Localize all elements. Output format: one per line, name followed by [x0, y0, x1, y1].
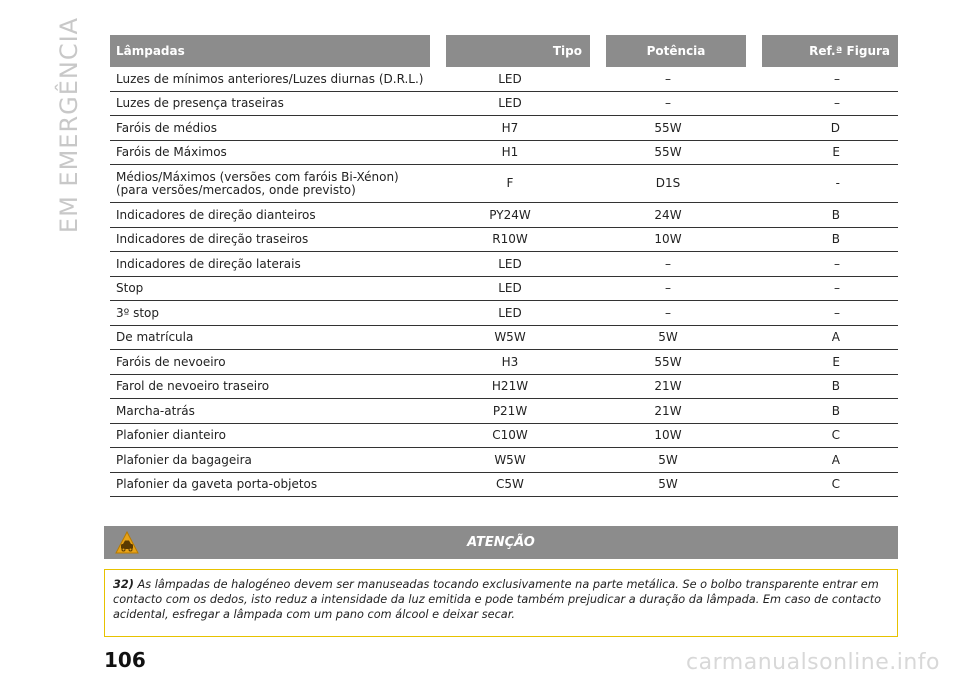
cell-ref: E: [746, 141, 898, 166]
cell-lampada: Médios/Máximos (versões com faróis Bi-Xénon) (para versões/mercados, onde previsto): [110, 165, 430, 203]
table-row: [110, 473, 898, 498]
warning-note: [104, 569, 898, 637]
table-row: [110, 448, 898, 473]
cell-tipo: LED: [430, 277, 590, 302]
cell-tipo: F: [430, 165, 590, 203]
cell-lampada: Marcha-atrás: [110, 399, 430, 424]
cell-lampada: Faróis de Máximos: [110, 141, 430, 166]
cell-potencia: 21W: [590, 375, 746, 400]
cell-ref: E: [746, 350, 898, 375]
cell-potencia: 5W: [590, 473, 746, 498]
bulbs-table: [110, 35, 898, 497]
table-row: [110, 165, 898, 203]
table-row: [110, 350, 898, 375]
warning-header: [104, 526, 898, 559]
cell-tipo: C10W: [430, 424, 590, 449]
cell-ref: -: [746, 165, 898, 203]
cell-potencia: 21W: [590, 399, 746, 424]
cell-tipo: H7: [430, 116, 590, 141]
cell-lampada: Indicadores de direção traseiros: [110, 228, 430, 253]
cell-tipo: H3: [430, 350, 590, 375]
table-body: [110, 67, 898, 497]
cell-potencia: D1S: [590, 165, 746, 203]
cell-ref: D: [746, 116, 898, 141]
header-potencia: Potência: [590, 35, 746, 67]
cell-lampada: Faróis de nevoeiro: [110, 350, 430, 375]
cell-potencia: 55W: [590, 350, 746, 375]
cell-lampada: Luzes de presença traseiras: [110, 92, 430, 117]
cell-tipo: P21W: [430, 399, 590, 424]
cell-tipo: W5W: [430, 448, 590, 473]
table-header: [110, 35, 898, 67]
warning-ref: 32): [113, 578, 134, 591]
cell-tipo: PY24W: [430, 203, 590, 228]
table-row: [110, 326, 898, 351]
cell-lampada: Plafonier da gaveta porta-objetos: [110, 473, 430, 498]
cell-potencia: 5W: [590, 326, 746, 351]
cell-ref: –: [746, 252, 898, 277]
warning-title: ATENÇÃO: [467, 535, 535, 550]
cell-ref: B: [746, 399, 898, 424]
table-row: [110, 252, 898, 277]
cell-potencia: 10W: [590, 228, 746, 253]
cell-potencia: 5W: [590, 448, 746, 473]
cell-potencia: 55W: [590, 116, 746, 141]
cell-ref: –: [746, 277, 898, 302]
cell-ref: –: [746, 67, 898, 92]
table-row: [110, 375, 898, 400]
cell-tipo: W5W: [430, 326, 590, 351]
warning-text: As lâmpadas de halogéneo devem ser manuseadas tocando exclusivamente na parte metálica. Se o bolbo transparente entrar em contacto com os dedos, isto reduz a intensidade da luz emitida e pode também prejudicar a duração da lâmpada. Em caso de contacto acidental, esfregar a lâmpada com um pano com álcool e deixar secar.: [113, 578, 882, 621]
table-row: [110, 92, 898, 117]
cell-lampada: Farol de nevoeiro traseiro: [110, 375, 430, 400]
table-row: [110, 67, 898, 92]
cell-potencia: 55W: [590, 141, 746, 166]
cell-tipo: H1: [430, 141, 590, 166]
cell-ref: C: [746, 473, 898, 498]
cell-lampada: Indicadores de direção laterais: [110, 252, 430, 277]
table-row: [110, 228, 898, 253]
cell-ref: B: [746, 228, 898, 253]
cell-lampada: 3º stop: [110, 301, 430, 326]
cell-potencia: –: [590, 277, 746, 302]
table-row: [110, 301, 898, 326]
cell-ref: –: [746, 92, 898, 117]
cell-potencia: –: [590, 301, 746, 326]
table-row: [110, 141, 898, 166]
cell-potencia: –: [590, 252, 746, 277]
cell-ref: B: [746, 203, 898, 228]
cell-potencia: 24W: [590, 203, 746, 228]
cell-tipo: LED: [430, 301, 590, 326]
section-title-text: EM EMERGÊNCIA: [55, 16, 83, 234]
cell-lampada: Plafonier da bagageira: [110, 448, 430, 473]
cell-tipo: LED: [430, 67, 590, 92]
page-number: 106: [104, 648, 146, 672]
cell-lampada: Indicadores de direção dianteiros: [110, 203, 430, 228]
header-ref-figura: Ref.ª Figura: [746, 35, 898, 67]
cell-potencia: –: [590, 92, 746, 117]
table-row: [110, 116, 898, 141]
table-row: [110, 203, 898, 228]
cell-tipo: LED: [430, 92, 590, 117]
watermark: carmanualsonline.info: [686, 650, 940, 675]
cell-tipo: C5W: [430, 473, 590, 498]
cell-ref: C: [746, 424, 898, 449]
cell-ref: A: [746, 326, 898, 351]
cell-tipo: H21W: [430, 375, 590, 400]
cell-ref: A: [746, 448, 898, 473]
table-row: [110, 277, 898, 302]
table-row: [110, 424, 898, 449]
cell-lampada: De matrícula: [110, 326, 430, 351]
cell-potencia: –: [590, 67, 746, 92]
header-tipo: Tipo: [430, 35, 590, 67]
cell-lampada: Stop: [110, 277, 430, 302]
cell-tipo: R10W: [430, 228, 590, 253]
warning-car-icon: [114, 530, 140, 556]
section-title: [48, 16, 90, 234]
table-row: [110, 399, 898, 424]
cell-potencia: 10W: [590, 424, 746, 449]
header-lampadas: Lâmpadas: [110, 35, 430, 67]
cell-lampada: Luzes de mínimos anteriores/Luzes diurnas (D.R.L.): [110, 67, 430, 92]
cell-ref: –: [746, 301, 898, 326]
cell-tipo: LED: [430, 252, 590, 277]
cell-lampada: Faróis de médios: [110, 116, 430, 141]
cell-ref: B: [746, 375, 898, 400]
cell-lampada: Plafonier dianteiro: [110, 424, 430, 449]
